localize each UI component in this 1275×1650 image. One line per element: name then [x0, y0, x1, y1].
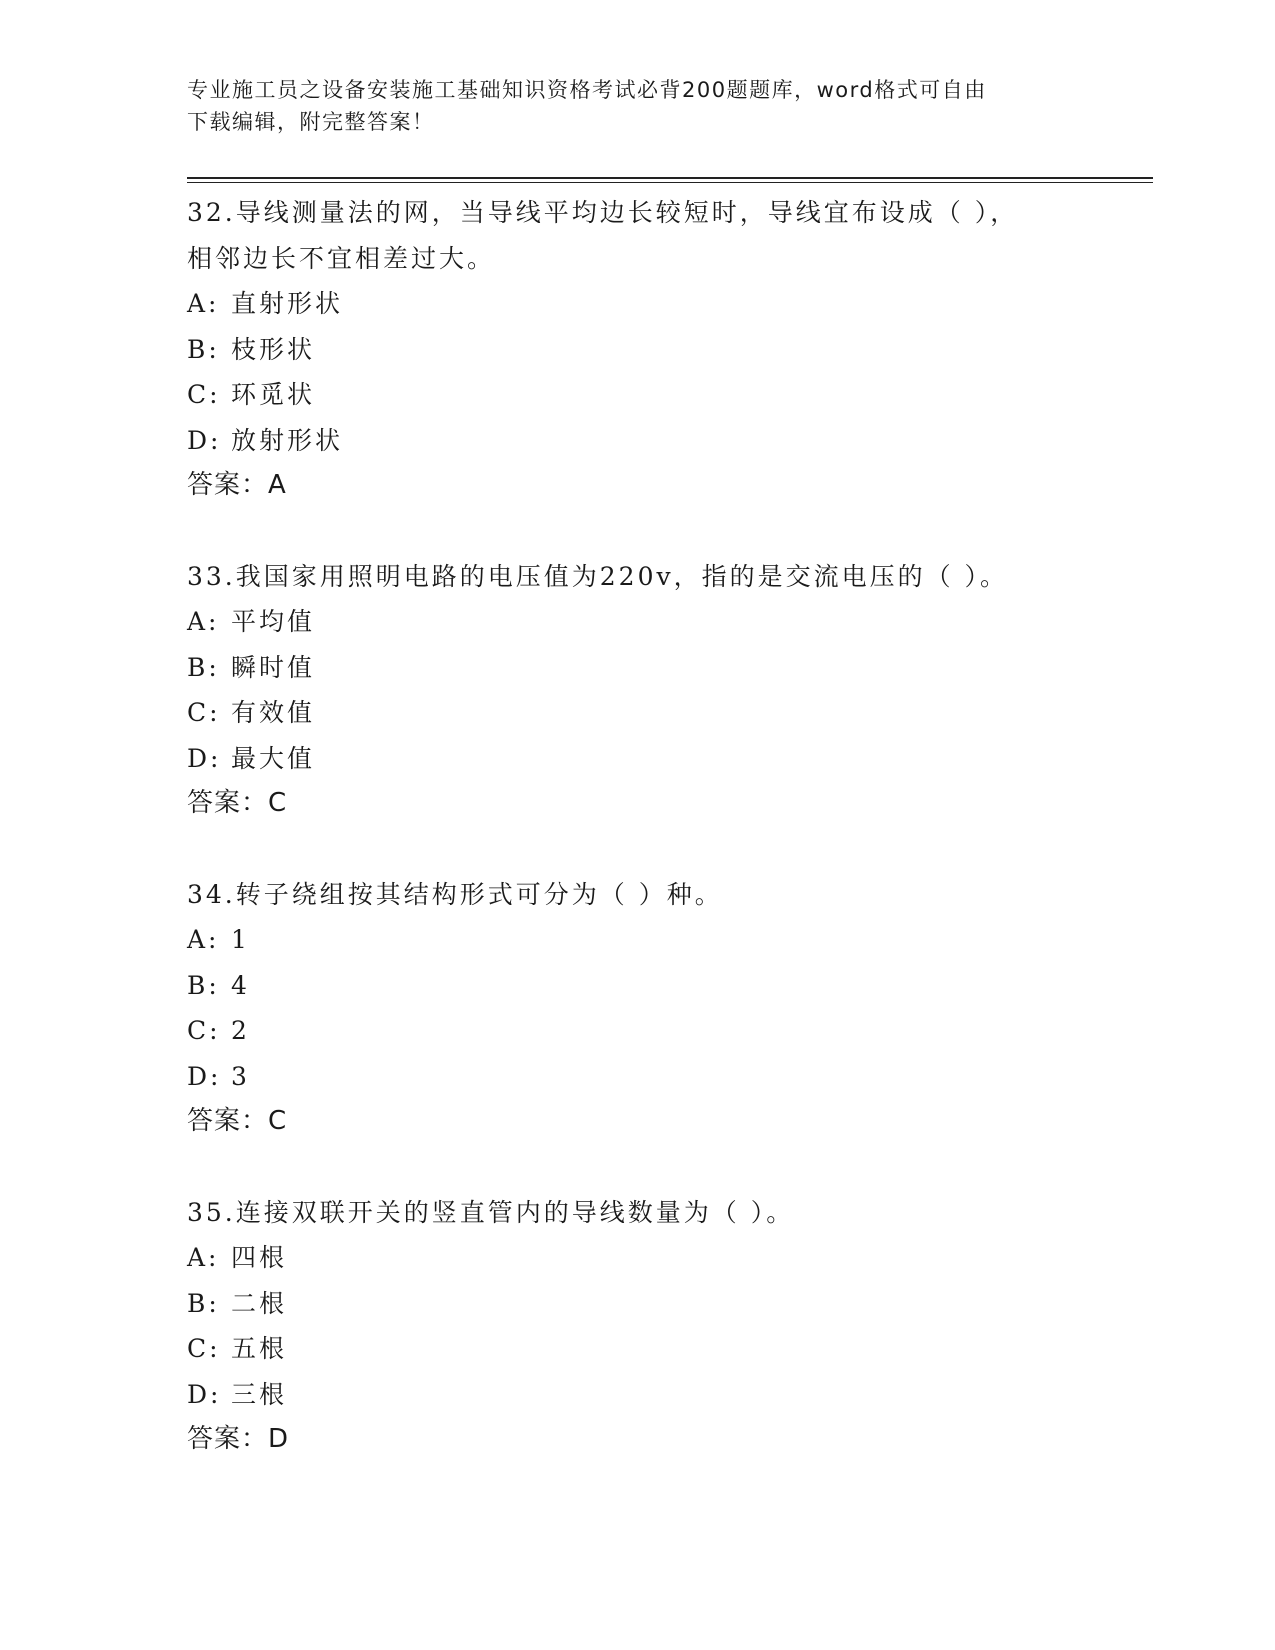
option-text: 直射形状 [231, 289, 344, 318]
document-header [187, 74, 1067, 138]
answer-key: 答案：C [187, 1106, 288, 1136]
option-letter: B: [187, 1288, 220, 1318]
answer-option [187, 736, 1087, 782]
answer-key: 答案：C [187, 788, 288, 818]
option-text: 3 [231, 1061, 250, 1091]
option-text: 最大值 [231, 743, 316, 773]
option-text: 有效值 [231, 698, 316, 727]
question-block [187, 872, 1087, 1145]
option-text: 2 [231, 1016, 250, 1045]
option-letter: C: [187, 1334, 221, 1363]
header-line-1: 专业施工员之设备安装施工基础知识资格考试必背200题题库，word格式可自由 [187, 78, 987, 102]
answer-option [187, 418, 1087, 464]
header-divider-thick [187, 177, 1153, 179]
question-stem-line: 34.转子绕组按其结构形式可分为（ ）种。 [187, 879, 723, 909]
answer-option [187, 917, 1087, 963]
answer-option [187, 599, 1087, 645]
answer-option [187, 281, 1087, 327]
answer-key: 答案：D [187, 1424, 290, 1454]
question-stem [187, 554, 1087, 600]
answer-option [187, 645, 1087, 691]
header-divider-thin [187, 182, 1153, 183]
option-text: 1 [231, 925, 250, 954]
question-stem [187, 872, 1087, 918]
option-letter: D: [187, 1061, 222, 1091]
option-text: 二根 [231, 1288, 288, 1318]
answer-option [187, 690, 1087, 736]
option-text: 环觅状 [231, 380, 316, 409]
answer-key: 答案：A [187, 470, 287, 500]
option-letter: B: [187, 652, 220, 682]
answer-option [187, 1054, 1087, 1100]
answer-option [187, 1372, 1087, 1418]
question-stem-line: 35.连接双联开关的竖直管内的导线数量为（ ）。 [187, 1197, 795, 1227]
option-text: 四根 [231, 1243, 288, 1272]
answer-option [187, 963, 1087, 1009]
option-letter: A: [187, 607, 220, 636]
option-letter: A: [187, 925, 220, 954]
option-letter: D: [187, 743, 222, 773]
question-stem-line: 33.我国家用照明电路的电压值为220v，指的是交流电压的（ ）。 [187, 561, 1009, 591]
option-letter: C: [187, 698, 221, 727]
option-text: 放射形状 [231, 425, 344, 455]
option-letter: B: [187, 970, 220, 1000]
answer-option [187, 1281, 1087, 1327]
answer-option [187, 1008, 1087, 1054]
option-text: 三根 [231, 1379, 288, 1409]
question-stem [187, 190, 1087, 281]
answer-option [187, 1235, 1087, 1281]
question-block [187, 1190, 1087, 1463]
question-stem-line: 32.导线测量法的网，当导线平均边长较短时，导线宜布设成（ ）， [187, 198, 1019, 227]
option-letter: D: [187, 425, 222, 455]
option-letter: C: [187, 1016, 221, 1045]
option-text: 4 [231, 970, 250, 1000]
option-letter: B: [187, 334, 220, 364]
option-text: 平均值 [231, 607, 316, 636]
question-block [187, 554, 1087, 827]
option-text: 枝形状 [231, 334, 316, 364]
option-letter: D: [187, 1379, 222, 1409]
option-text: 五根 [231, 1334, 288, 1363]
question-stem-line: 相邻边长不宜相差过大。 [187, 243, 496, 273]
question-list [187, 190, 1087, 1508]
question-block [187, 190, 1087, 509]
answer-option [187, 372, 1087, 418]
option-letter: C: [187, 380, 221, 409]
answer-option [187, 327, 1087, 373]
answer-option [187, 1326, 1087, 1372]
question-stem [187, 1190, 1087, 1236]
option-letter: A: [187, 289, 220, 318]
option-letter: A: [187, 1243, 220, 1272]
option-text: 瞬时值 [231, 652, 316, 682]
header-line-2: 下载编辑，附完整答案！ [187, 110, 435, 134]
